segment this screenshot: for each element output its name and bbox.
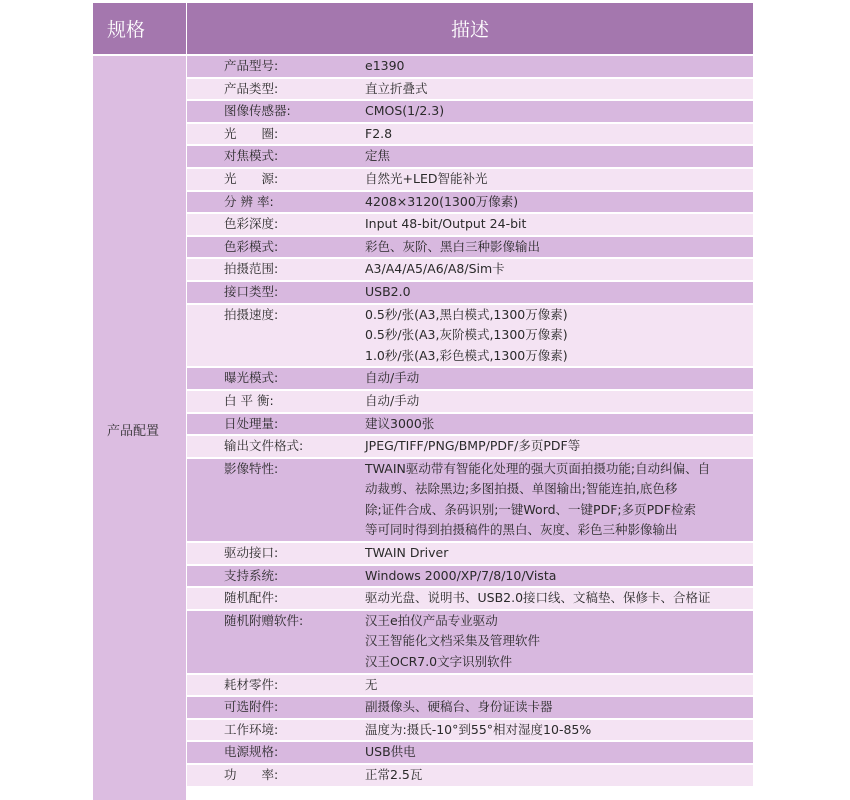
spec-value	[347, 259, 753, 280]
spec-value	[347, 368, 753, 389]
spec-value-line: 1.0秒/张(A3,彩色模式,1300万像素)	[365, 347, 568, 363]
spec-value-line: 副摄像头、硬稿台、身份证读卡器	[365, 699, 553, 715]
table-body	[93, 56, 753, 800]
spec-value-line: Input 48-bit/Output 24-bit	[365, 216, 527, 232]
spec-value	[347, 566, 753, 587]
header-description: 描述	[187, 3, 753, 54]
spec-label: 支持系统:	[224, 567, 279, 583]
spec-value-line: 温度为:摄氏-10°到55°相对湿度10-85%	[365, 721, 592, 737]
spec-value-line: 自动/手动	[365, 370, 420, 386]
spec-value-line: 直立折叠式	[365, 80, 428, 96]
spec-value-line: 0.5秒/张(A3,黑白模式,1300万像素)	[365, 306, 568, 322]
spec-value	[347, 543, 753, 564]
table-header	[93, 3, 753, 54]
spec-value	[347, 414, 753, 435]
spec-row	[187, 436, 753, 459]
spec-value	[347, 459, 753, 541]
spec-label: 光 源:	[224, 170, 279, 186]
spec-label: 随机附赠软件:	[224, 612, 304, 628]
spec-row	[187, 214, 753, 237]
spec-table	[93, 3, 753, 800]
spec-label: 色彩模式:	[224, 238, 279, 254]
spec-row	[187, 675, 753, 698]
spec-value-line: Windows 2000/XP/7/8/10/Vista	[365, 567, 557, 583]
spec-value-line: A3/A4/A5/A6/A8/Sim卡	[365, 261, 505, 277]
spec-label: 影像特性:	[224, 460, 279, 476]
spec-row	[187, 566, 753, 589]
spec-value	[347, 675, 753, 696]
spec-label: 功 率:	[224, 767, 279, 782]
spec-label: 白 平 衡:	[224, 392, 274, 408]
spec-value-line: 汉王e拍仪产品专业驱动	[365, 612, 498, 628]
spec-label: 工作环境:	[224, 721, 279, 737]
spec-value-line: e1390	[365, 58, 405, 73]
spec-label: 对焦模式:	[224, 148, 279, 164]
spec-row	[187, 459, 753, 543]
spec-label: 光 圈:	[224, 125, 279, 141]
spec-value-line: 0.5秒/张(A3,灰阶模式,1300万像素)	[365, 327, 568, 343]
spec-value-line: CMOS(1/2.3)	[365, 103, 445, 119]
spec-row	[187, 259, 753, 282]
spec-label: 随机配件:	[224, 590, 279, 606]
spec-label: 拍摄速度:	[224, 306, 279, 322]
spec-value	[347, 697, 753, 718]
spec-label: 耗材零件:	[224, 676, 279, 692]
spec-value	[347, 765, 753, 786]
spec-row	[187, 543, 753, 566]
spec-value-line: 驱动光盘、说明书、USB2.0接口线、文稿垫、保修卡、合格证	[365, 590, 711, 606]
spec-value-line: 无	[365, 676, 378, 692]
spec-value-line: 除;证件合成、条码识别;一键Word、一键PDF;多页PDF检索	[365, 501, 696, 517]
spec-value	[347, 305, 753, 367]
spec-value-line: 建议3000张	[365, 415, 435, 431]
spec-value	[347, 79, 753, 100]
spec-row	[187, 282, 753, 305]
spec-row	[187, 101, 753, 124]
spec-label: 产品型号:	[224, 58, 279, 73]
spec-value-line: TWAIN Driver	[365, 545, 449, 561]
spec-row	[187, 146, 753, 169]
spec-value	[347, 169, 753, 190]
spec-row	[187, 588, 753, 611]
spec-row	[187, 368, 753, 391]
spec-value-line: 彩色、灰阶、黑白三种影像输出	[365, 238, 541, 254]
spec-value	[347, 101, 753, 122]
spec-row	[187, 79, 753, 102]
spec-value	[347, 282, 753, 303]
spec-value	[347, 124, 753, 145]
spec-value-line: USB2.0	[365, 283, 411, 299]
spec-value-line: 动裁剪、祛除黑边;多图拍摄、单图输出;智能连拍,底色移	[365, 481, 678, 497]
category-label: 产品配置	[93, 56, 186, 800]
spec-label: 分 辨 率:	[224, 193, 274, 209]
spec-value	[347, 742, 753, 763]
spec-value	[347, 391, 753, 412]
spec-value-line: F2.8	[365, 125, 393, 141]
spec-row	[187, 237, 753, 260]
spec-label: 驱动接口:	[224, 545, 279, 561]
spec-label: 日处理量:	[224, 415, 279, 431]
spec-value	[347, 214, 753, 235]
spec-value	[347, 192, 753, 213]
spec-row	[187, 169, 753, 192]
spec-value-line: 汉王OCR7.0文字识别软件	[365, 654, 513, 670]
spec-value	[347, 588, 753, 609]
spec-row	[187, 192, 753, 215]
spec-rows	[187, 56, 753, 800]
spec-value-line: 汉王智能化文档采集及管理软件	[365, 633, 541, 649]
spec-row	[187, 611, 753, 675]
spec-label: 可选附件:	[224, 699, 279, 715]
spec-value	[347, 146, 753, 167]
spec-row	[187, 124, 753, 147]
spec-value	[347, 720, 753, 741]
spec-row	[187, 414, 753, 437]
spec-value-line: 正常2.5瓦	[365, 767, 423, 782]
spec-value-line: 自然光+LED智能补光	[365, 170, 488, 186]
spec-label: 电源规格:	[224, 744, 279, 760]
spec-label: 输出文件格式:	[224, 438, 304, 454]
spec-row	[187, 391, 753, 414]
spec-value	[347, 237, 753, 258]
spec-value-line: 自动/手动	[365, 392, 420, 408]
spec-label: 产品类型:	[224, 80, 279, 96]
spec-value-line: 定焦	[365, 148, 391, 164]
spec-label: 色彩深度:	[224, 216, 279, 232]
spec-row	[187, 742, 753, 765]
header-spec: 规格	[93, 3, 186, 54]
spec-row	[187, 305, 753, 369]
spec-label: 接口类型:	[224, 283, 279, 299]
spec-label: 图像传感器:	[224, 103, 291, 119]
spec-label: 曝光模式:	[224, 370, 279, 386]
spec-value-line: USB供电	[365, 744, 416, 760]
spec-value	[347, 436, 753, 457]
spec-value-line: 等可同时得到拍摄稿件的黑白、灰度、彩色三种影像输出	[365, 522, 678, 538]
spec-value	[347, 611, 753, 673]
spec-value-line: 4208×3120(1300万像素)	[365, 193, 519, 209]
spec-value-line: TWAIN驱动带有智能化处理的强大页面拍摄功能;自动纠偏、自	[365, 460, 711, 476]
spec-value	[347, 56, 753, 77]
spec-row	[187, 56, 753, 79]
spec-row	[187, 720, 753, 743]
spec-value-line: JPEG/TIFF/PNG/BMP/PDF/多页PDF等	[365, 438, 581, 454]
spec-row	[187, 697, 753, 720]
spec-row	[187, 765, 753, 788]
spec-label: 拍摄范围:	[224, 261, 279, 277]
